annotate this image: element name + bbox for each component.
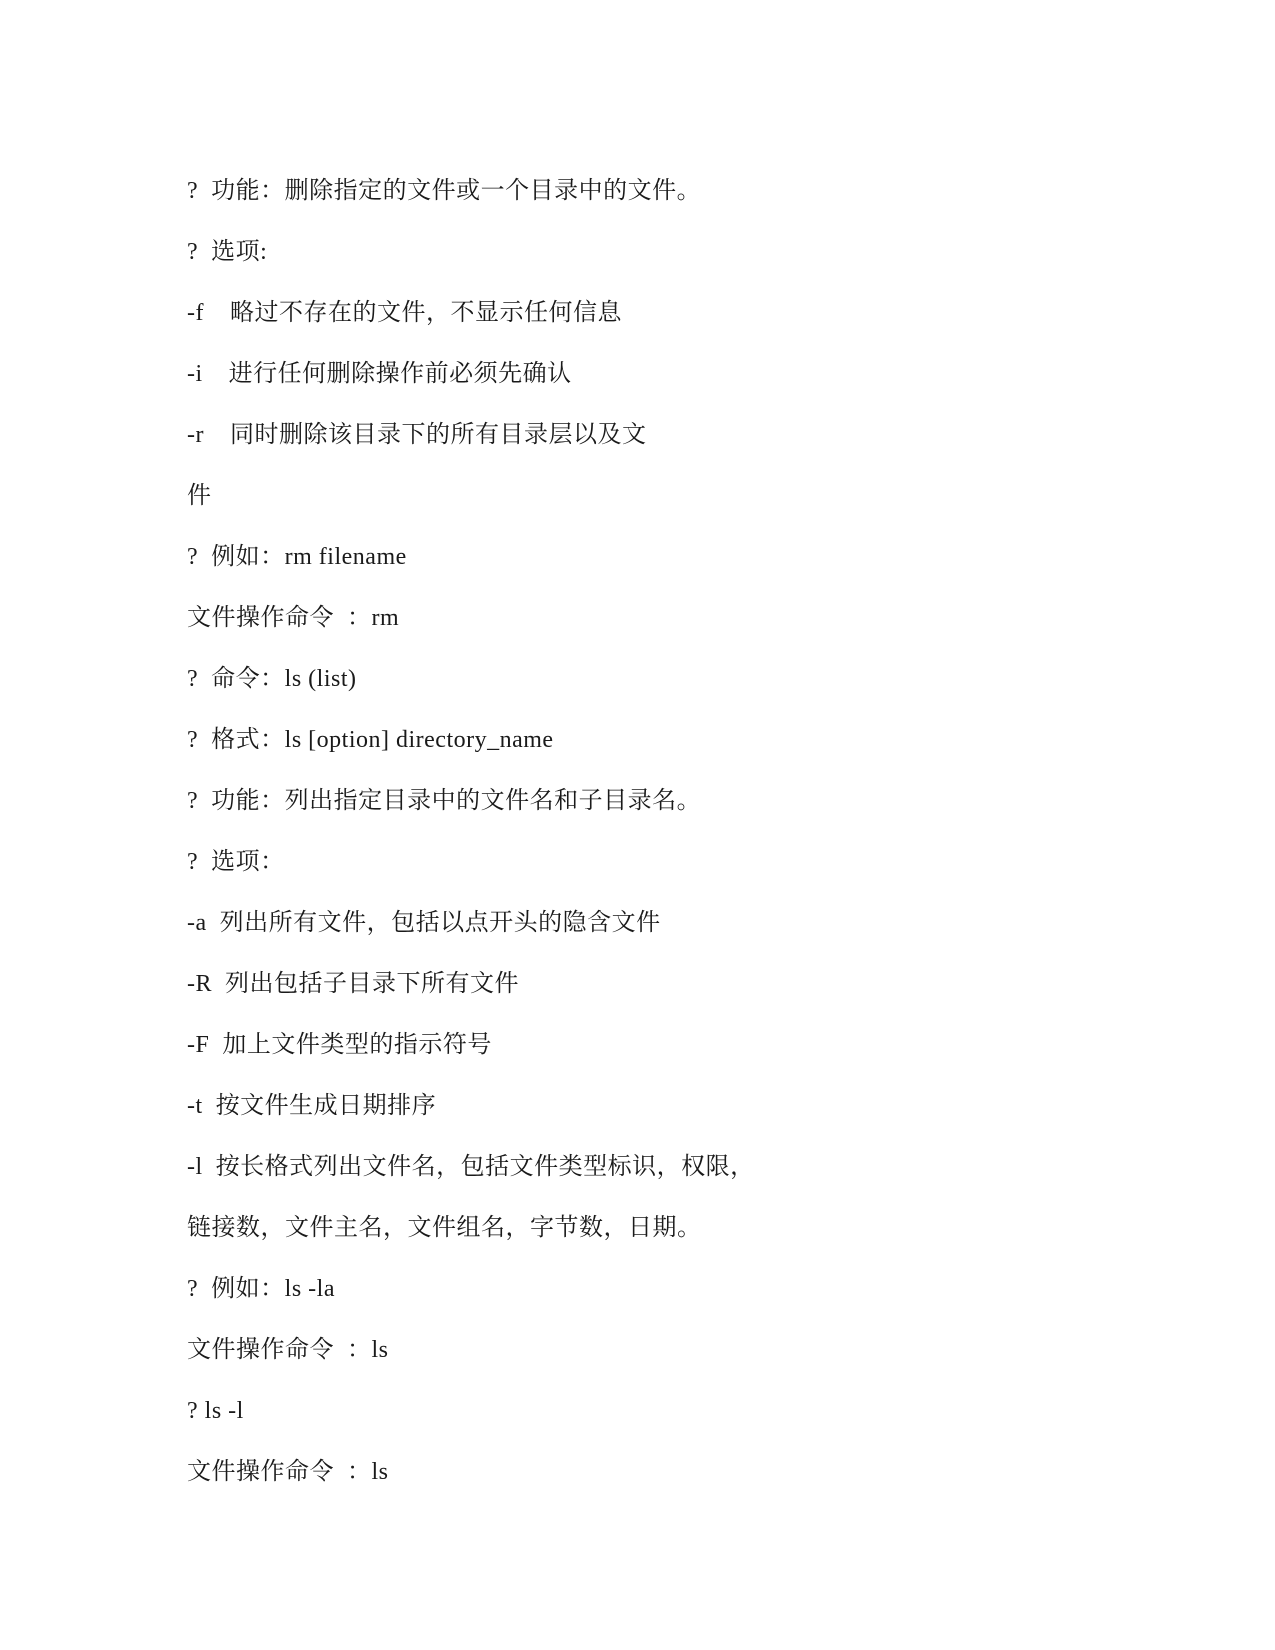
ls-example-line: ? 例如：ls -la [187, 1276, 335, 1302]
rm-function-line: ? 功能：删除指定的文件或一个目录中的文件。 [187, 178, 702, 204]
rm-option-r-continued: 件 [187, 483, 212, 509]
rm-section-title: 文件操作命令 ：rm [187, 605, 400, 631]
ls-option-F: -F 加上文件类型的指示符号 [187, 1032, 492, 1058]
document-body [187, 172, 1087, 1514]
ls-format-line: ? 格式：ls [option] directory_name [187, 727, 554, 753]
ls-option-l-continued: 链接数，文件主名，文件组名，字节数，日期。 [187, 1215, 702, 1241]
ls-options-heading: ? 选项： [187, 849, 285, 875]
ls-section-title-2: 文件操作命令 ：ls [187, 1459, 389, 1485]
ls-option-a: -a 列出所有文件，包括以点开头的隐含文件 [187, 910, 661, 936]
ls-l-line: ? ls -l [187, 1398, 244, 1424]
rm-options-heading: ? 选项: [187, 239, 268, 265]
ls-option-R: -R 列出包括子目录下所有文件 [187, 971, 519, 997]
rm-option-r: -r 同时删除该目录下的所有目录层以及文 [187, 422, 647, 448]
ls-command-line: ? 命令：ls (list) [187, 666, 357, 692]
ls-section-title: 文件操作命令 ：ls [187, 1337, 389, 1363]
rm-example-line: ? 例如：rm filename [187, 544, 407, 570]
ls-option-t: -t 按文件生成日期排序 [187, 1093, 437, 1119]
ls-option-l: -l 按长格式列出文件名，包括文件类型标识，权限， [187, 1154, 755, 1180]
ls-function-line: ? 功能：列出指定目录中的文件名和子目录名。 [187, 788, 702, 814]
rm-option-f: -f 略过不存在的文件，不显示任何信息 [187, 300, 622, 326]
rm-option-i: -i 进行任何删除操作前必须先确认 [187, 361, 572, 387]
